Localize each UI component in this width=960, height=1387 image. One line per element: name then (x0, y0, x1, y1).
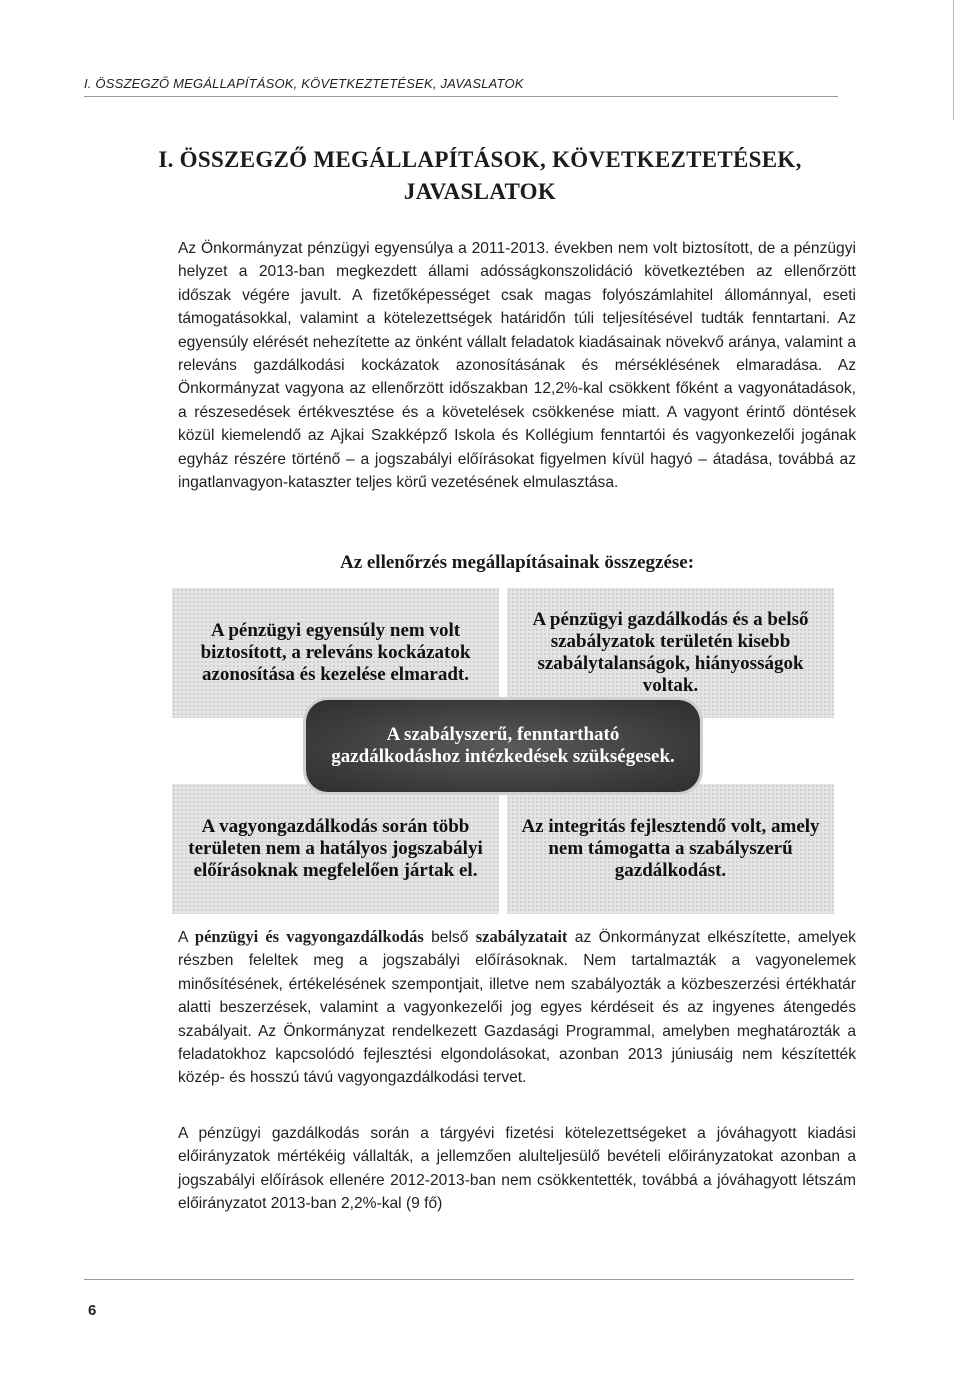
paragraph-financial-balance: Az Önkormányzat pénzügyi egyensúlya a 2011-2013. években nem volt biztosított, de a pénzügyi helyzet a 2013-ban megkezdett állami adósságkonszolidáció következtében az ellenőrzött időszak végére javult. A fizetőképességet csak magas folyószámlahitel állománnyal, eseti támogatásokkal, valamint a kötelezettségek határidőn túli teljesítésével tudták fenntartani. Az egyensúly elérését nehezítette az önként vállalt feladatok kiadásainak növekvő aránya, valamint a releváns gazdálkodási kockázatok azonosításának és mérséklésének elmaradása. Az Önkormányzat vagyona az ellenőrzött időszakban 12,2%-kal csökkent főként a vagyonátadások, a részesedések értékvesztése és a követelések csökkenése miatt. A vagyont érintő döntések közül kiemelendő az Ajkai Szakképző Iskola és Kollégium fenntartói és vagyonkezelői jogának egyház részére történő – a jogszabályi előírásokat figyelmen kívül hagyó – átadása, továbbá az ingatlanvagyon-kataszter teljes körű vezetésének elmulasztása. (178, 240, 856, 492)
footer-rule (84, 1279, 854, 1280)
p2-bold-2: szabályzatait (475, 927, 568, 946)
page-edge-mark (953, 0, 954, 120)
finding-top-left (172, 588, 499, 718)
findings-diagram (172, 588, 834, 918)
p2-intro: A (178, 929, 188, 946)
p2-rest: az Önkormányzat elkészítette, amelyek részben feleltek meg a jogszabályi előírásoknak. Nem tartalmazták a vagyonelemek minősítésének, értékelésének szempontjait, illetve nem szabályozták a közbeszerzési értékhatár alatti beszerzések, valamint a vagyonkezelői jog egyes kérdéseit és az ingyenes átengedés szabályait. Az Önkormányzat rendelkezett Gazdasági Programmal, amelyben meghatározták a feladatokhoz kapcsolódó fejlesztési elgondolásokat, azonban 2013 júniusáig nem készítették közép- és hosszú távú vagyongazdálkodási tervet. (178, 929, 856, 1087)
p2-bold-1: pénzügyi és vagyongazdálkodás (194, 927, 424, 946)
running-header: I. ÖSSZEGZŐ MEGÁLLAPÍTÁSOK, KÖVETKEZTETÉSEK, JAVASLATOK (84, 76, 524, 91)
chapter-title: I. ÖSSZEGZŐ MEGÁLLAPÍTÁSOK, KÖVETKEZTETÉSEK, JAVASLATOK (158, 147, 802, 204)
paragraph-regulations (178, 925, 856, 1090)
finding-bottom-right-text: Az integritás fejlesztendő volt, amely nem támogatta a szabályszerű gazdálkodást. (521, 816, 820, 881)
finding-top-right (507, 588, 834, 718)
finding-bottom-right (507, 784, 834, 914)
finding-top-left-text: A pénzügyi egyensúly nem volt biztosított, a releváns kockázatok azonosítása és kezelése elmaradt. (200, 620, 471, 685)
p2-middle: belső (431, 929, 469, 946)
paragraph-financial-management: A pénzügyi gazdálkodás során a tárgyévi fizetési kötelezettségeket a jóváhagyott kiadási előirányzatok mértékéig vállalták, a jellemzően alulteljesülő bevételi előirányzatokat azonban a jogszabályi előírások ellenére 2012-2013-ban nem csökkentették, továbbá a jóváhagyott létszám előirányzatot 2013-ban 2,2%-kal (9 fő) (178, 1125, 856, 1213)
finding-bottom-left (172, 784, 499, 914)
page-number: 6 (88, 1302, 97, 1319)
summary-heading: Az ellenőrzés megállapításainak összegzése: (339, 552, 695, 573)
header-rule (84, 96, 838, 97)
central-conclusion-text: A szabályszerű, fenntartható gazdálkodáshoz intézkedések szükségesek. (331, 724, 675, 767)
finding-top-right-text: A pénzügyi gazdálkodás és a belső szabályzatok területén kisebb szabálytalanságok, hiányosságok voltak. (532, 609, 809, 696)
central-conclusion (306, 700, 700, 792)
finding-bottom-left-text: A vagyongazdálkodás során több területen nem a hatályos jogszabályi előírásoknak megfelelően jártak el. (188, 816, 483, 881)
